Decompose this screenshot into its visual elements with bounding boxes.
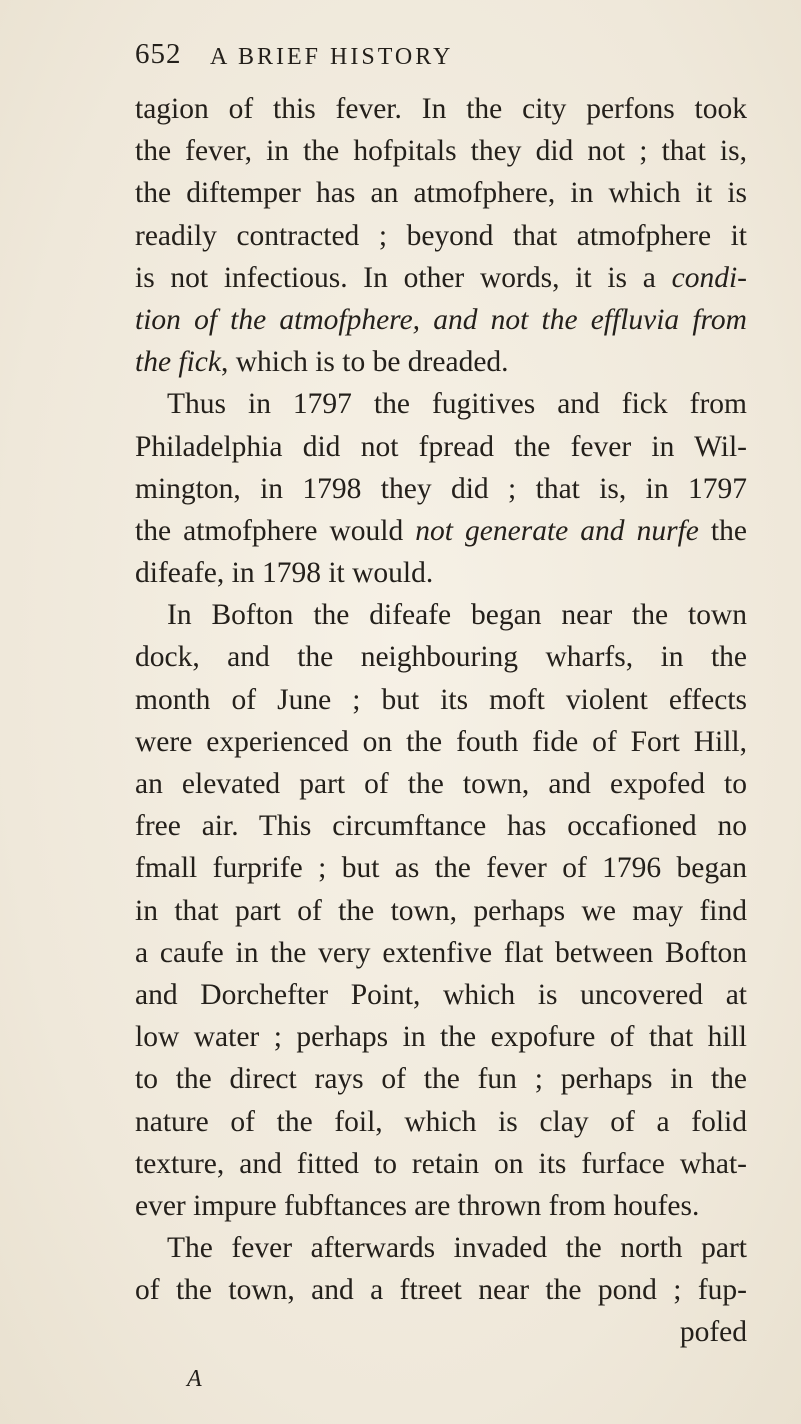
text-segment: in that part of the town, perhaps we may find <box>135 894 747 927</box>
text-segment: of the town, and a ftreet near the pond ; fup- <box>135 1274 747 1307</box>
text-line <box>135 594 747 636</box>
text-line <box>135 721 747 763</box>
text-line <box>135 215 747 257</box>
text-segment: difeafe, in 1798 it would. <box>135 557 434 590</box>
text-line <box>135 468 747 510</box>
text-segment: Philadelphia did not fpread the fever in Wil- <box>135 430 747 463</box>
text-line <box>135 1058 747 1100</box>
text-segment: readily contracted ; beyond that atmofphere it <box>135 219 747 252</box>
text-segment: the <box>698 514 747 547</box>
text-segment: ever impure fubftances are thrown from houfes. <box>135 1189 700 1222</box>
text-line <box>135 341 747 383</box>
text-segment: pofed <box>679 1316 747 1349</box>
text-segment: , which is to be dreaded. <box>221 346 509 379</box>
body-text <box>135 88 747 1354</box>
text-segment: mington, in 1798 they did ; that is, in 1797 <box>135 472 747 505</box>
text-segment: texture, and fitted to retain on its furface what- <box>135 1147 747 1180</box>
text-segment: tagion of this fever. In the city perfons took <box>135 93 747 125</box>
text-line <box>135 426 747 468</box>
text-segment: to the direct rays of the fun ; perhaps in the <box>135 1063 747 1096</box>
text-line <box>135 1227 747 1269</box>
text-line <box>135 172 747 214</box>
text-segment: is not infectious. In other words, it is a <box>135 261 672 294</box>
text-segment: dock, and the neighbouring wharfs, in the <box>135 641 747 674</box>
italic-text: not generate and nurfe <box>415 514 699 547</box>
page-number: 652 <box>135 38 182 70</box>
text-segment: In Bofton the difeafe began near the town <box>167 599 747 632</box>
text-segment: an elevated part of the town, and expofed to <box>135 768 747 800</box>
text-segment: were experienced on the fouth fide of Fort Hill, <box>135 725 747 758</box>
text-line <box>135 299 747 341</box>
text-segment: the atmofphere would <box>135 514 416 547</box>
text-line <box>135 130 747 172</box>
text-line <box>135 552 747 594</box>
text-line <box>135 1101 747 1143</box>
text-line <box>135 88 747 130</box>
text-line <box>135 805 747 847</box>
text-line <box>135 890 747 932</box>
text-line <box>135 1016 747 1058</box>
italic-text: the fick <box>135 346 221 379</box>
text-line <box>135 847 747 889</box>
text-segment: the diftemper has an atmofphere, in which it is <box>135 177 747 210</box>
text-segment: fmall furprife ; but as the fever of 1796 began <box>135 852 747 885</box>
text-segment: nature of the foil, which is clay of a folid <box>135 1105 747 1138</box>
text-segment: and Dorchefter Point, which is uncovered at <box>135 978 747 1011</box>
signature-mark: A <box>187 1366 202 1392</box>
text-segment: Thus in 1797 the fugitives and fick from <box>167 388 747 421</box>
text-segment: The fever afterwards invaded the north part <box>167 1232 747 1265</box>
running-head: A BRIEF HISTORY <box>210 44 454 70</box>
text-line <box>135 510 747 552</box>
text-segment: the fever, in the hofpitals they did not ; that is, <box>135 135 747 168</box>
text-line <box>135 1143 747 1185</box>
text-line <box>135 1269 747 1311</box>
text-segment: low water ; perhaps in the expofure of that hill <box>135 1021 747 1054</box>
text-line <box>135 257 747 299</box>
text-line <box>135 763 747 805</box>
text-segment: free air. This circumftance has occafioned no <box>135 810 747 843</box>
text-segment: month of June ; but its moft violent effects <box>135 683 747 716</box>
text-line <box>135 932 747 974</box>
text-line <box>135 383 747 425</box>
page-header <box>135 38 735 78</box>
text-segment: a caufe in the very extenfive flat between Bofton <box>135 936 747 969</box>
text-line <box>135 974 747 1016</box>
italic-text: condi- <box>671 261 747 294</box>
text-line <box>135 1185 747 1227</box>
text-line <box>135 636 747 678</box>
text-line <box>135 1311 747 1353</box>
text-line <box>135 679 747 721</box>
italic-text: tion of the atmofphere, and not the effluvia from <box>135 303 747 336</box>
